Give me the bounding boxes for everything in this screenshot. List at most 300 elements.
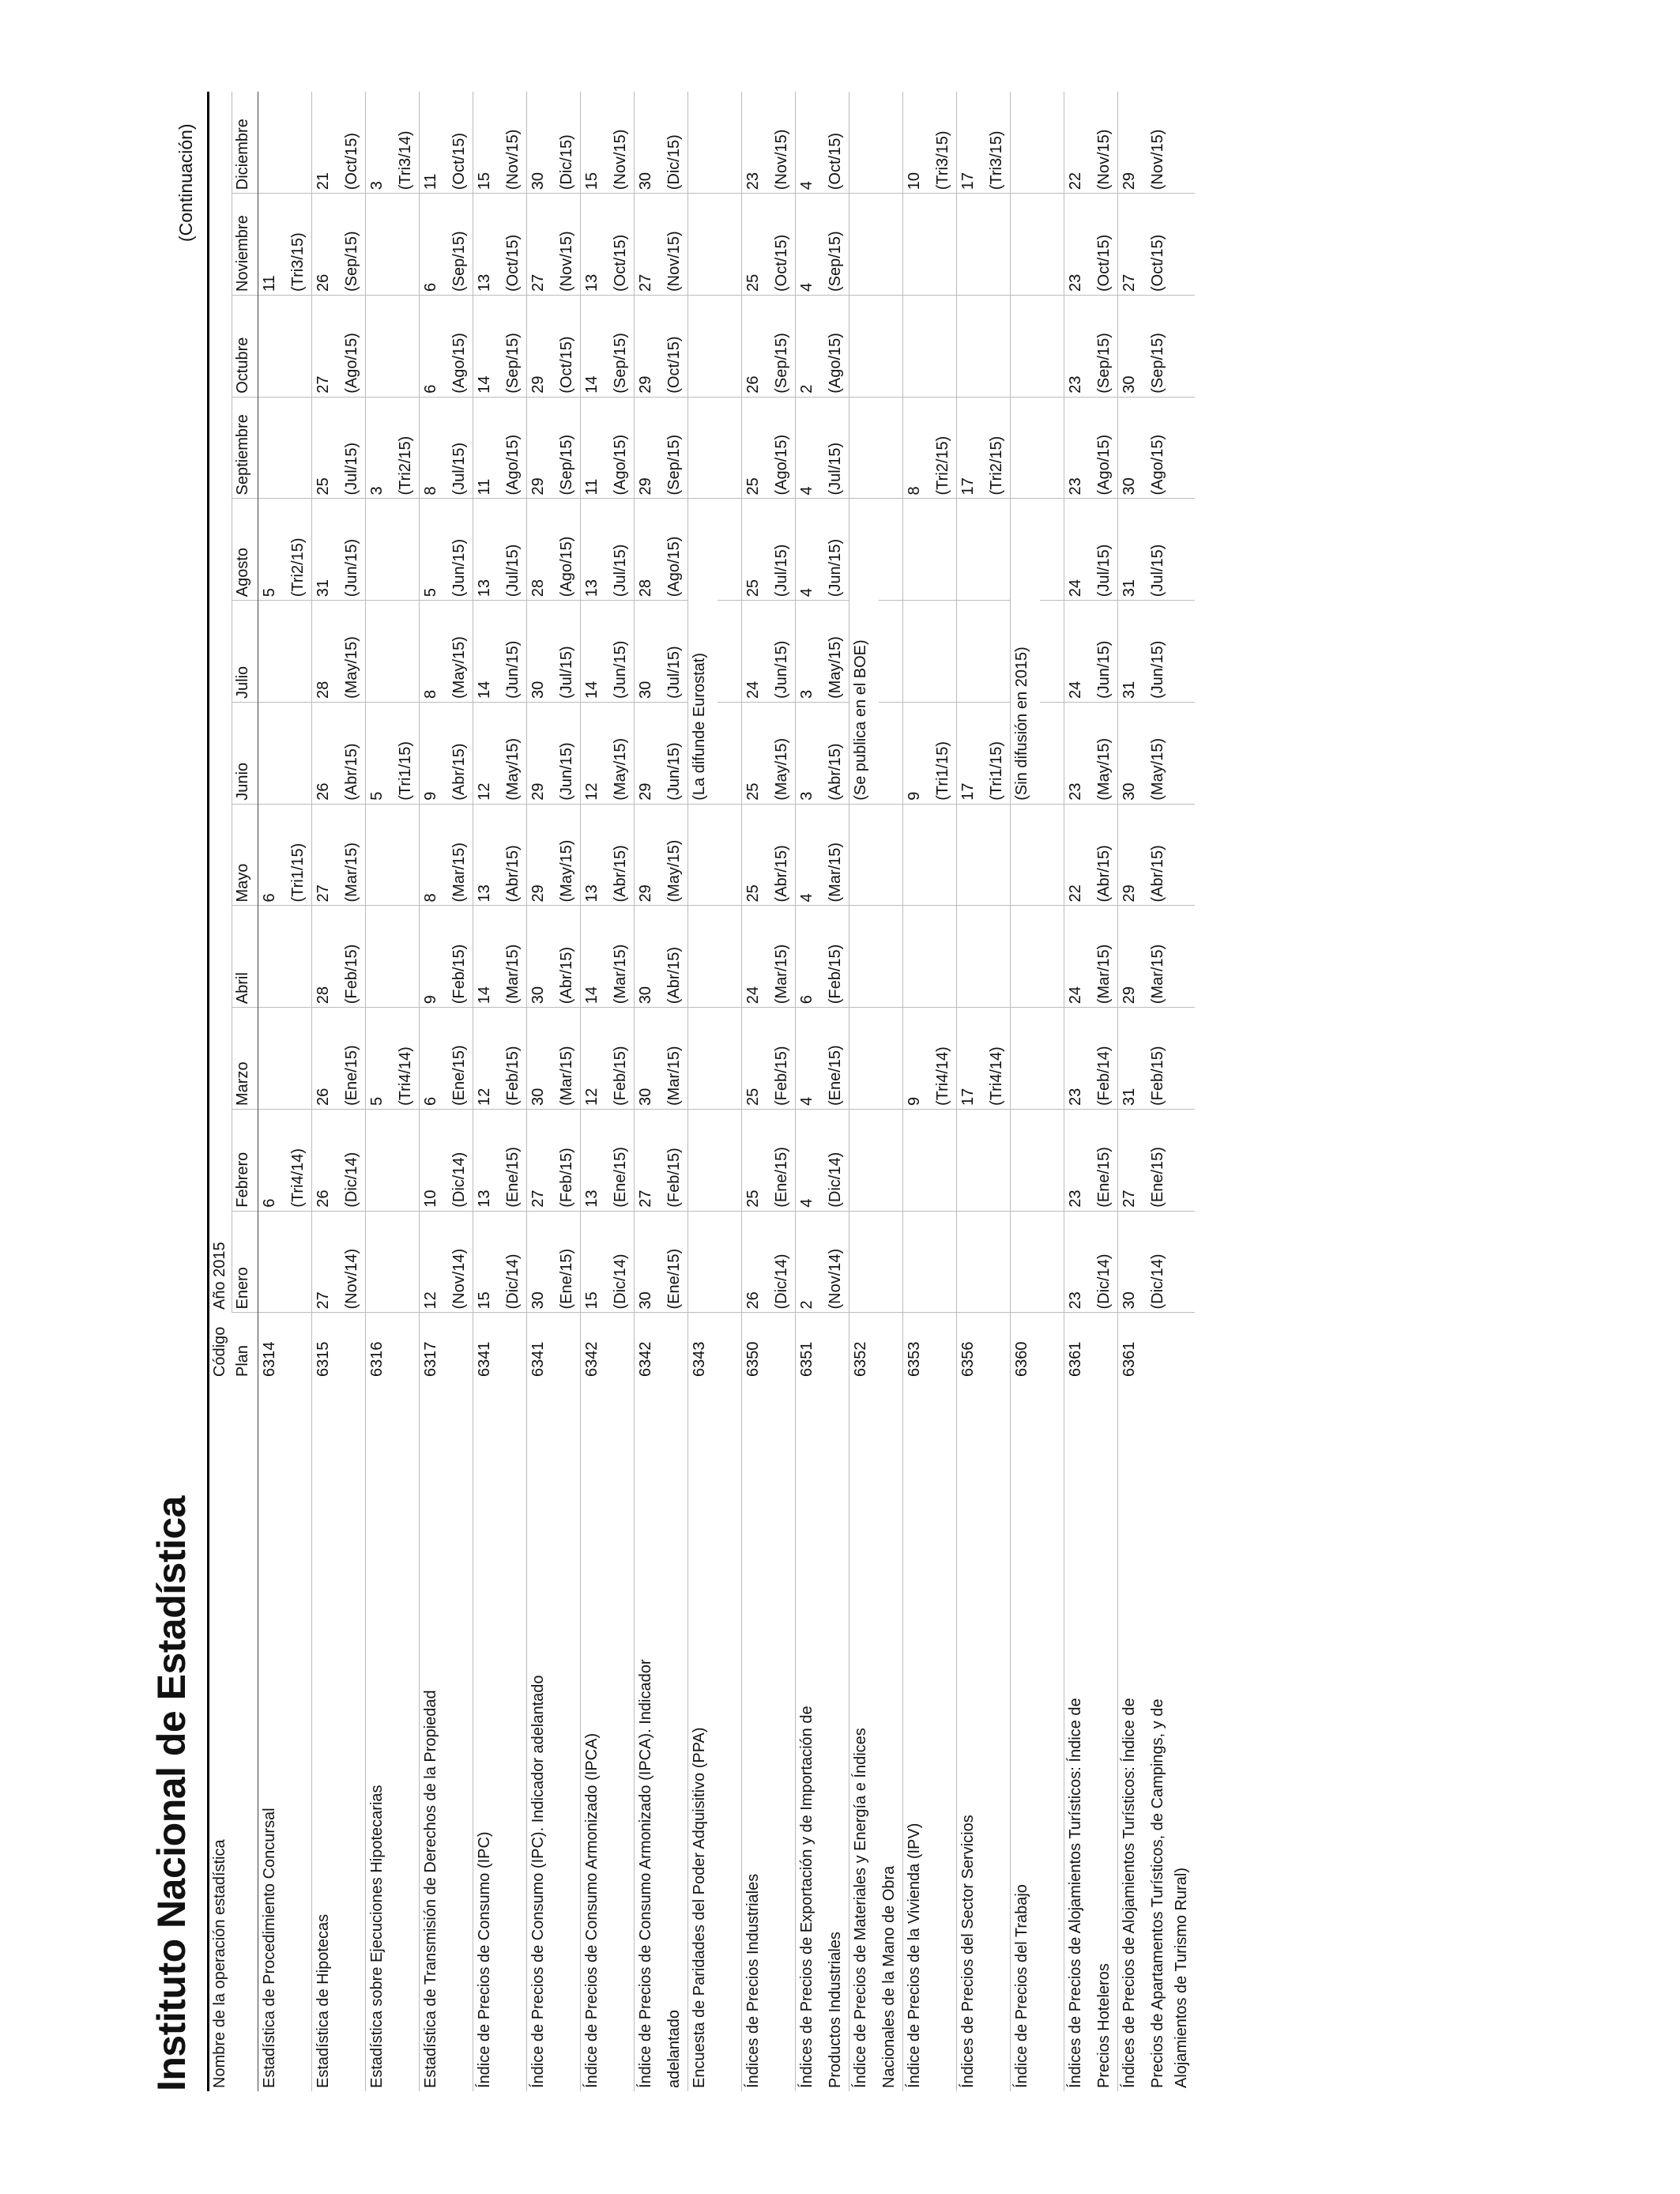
header-month: Septiembre <box>232 397 258 499</box>
reference-period: (Mar/15) <box>449 804 473 906</box>
release-day: 14 <box>581 296 611 398</box>
release-day: 23 <box>1064 397 1094 499</box>
release-day <box>258 1211 288 1313</box>
header-row-top <box>209 92 232 2091</box>
release-day: 30 <box>635 1211 665 1313</box>
release-note: (La difunde Eurostat) <box>688 499 718 804</box>
release-cell <box>879 601 903 703</box>
release-day: 4 <box>796 397 826 499</box>
operation-name: Índice de Precios de Consumo Armonizado (IPCA). Indicador <box>635 1380 665 2091</box>
release-cell <box>1040 601 1064 703</box>
release-day: 25 <box>312 397 342 499</box>
reference-period: (Sep/15) <box>1094 296 1118 398</box>
reference-period: (Dic/15) <box>664 92 688 194</box>
release-day: 29 <box>527 397 557 499</box>
header-month: Abril <box>232 906 258 1008</box>
release-day: 30 <box>1118 397 1148 499</box>
reference-period: (Dic/14) <box>503 1211 527 1313</box>
release-cell <box>718 703 742 805</box>
reference-period <box>288 296 312 398</box>
release-cell <box>688 296 718 398</box>
release-day: 29 <box>635 296 665 398</box>
release-day: 30 <box>527 1008 557 1110</box>
reference-period: (Abr/15) <box>664 906 688 1008</box>
reference-period: (Nov/14) <box>825 1211 849 1313</box>
release-day: 30 <box>1118 703 1148 805</box>
reference-period <box>395 804 420 906</box>
reference-period: (Jun/15) <box>771 601 796 703</box>
release-cell <box>879 92 903 194</box>
table-row-continuation <box>1147 92 1171 2091</box>
operation-name: Índice de Precios de Consumo Armonizado (IPCA) <box>581 1380 611 2091</box>
release-day: 24 <box>1064 906 1094 1008</box>
reference-period <box>932 804 957 906</box>
reference-period: (Ene/15) <box>449 1008 473 1110</box>
release-cell <box>718 804 742 906</box>
reference-period: (Oct/15) <box>1094 194 1118 296</box>
table-row <box>903 92 933 2091</box>
reference-period: (Nov/14) <box>449 1211 473 1313</box>
release-cell <box>718 1110 742 1212</box>
reference-period: (Jul/15) <box>1094 499 1118 601</box>
operation-name: Índices de Precios Industriales <box>742 1380 772 2091</box>
reference-period: (Dic/14) <box>449 1110 473 1212</box>
reference-period <box>288 92 312 194</box>
release-day: 4 <box>796 804 826 906</box>
release-cell <box>849 296 880 398</box>
release-day: 8 <box>903 397 933 499</box>
release-cell <box>1171 92 1195 194</box>
release-cell <box>849 92 880 194</box>
reference-period <box>986 194 1011 296</box>
release-day: 28 <box>312 601 342 703</box>
release-cell <box>1011 296 1041 398</box>
release-day: 12 <box>473 1008 503 1110</box>
reference-period: (Feb/15) <box>610 1008 635 1110</box>
release-day: 3 <box>366 397 396 499</box>
reference-period <box>932 1110 957 1212</box>
release-day: 13 <box>473 194 503 296</box>
reference-period: (Jul/15) <box>449 397 473 499</box>
reference-period: (Abr/15) <box>341 703 366 805</box>
operation-code: 6342 <box>635 1313 665 1380</box>
reference-period: (Ago/15) <box>664 499 688 601</box>
release-day <box>258 703 288 805</box>
release-cell <box>1011 1110 1041 1212</box>
reference-period: (May/15) <box>1147 703 1171 805</box>
operation-name <box>610 1380 635 2091</box>
reference-period: (Oct/15) <box>1147 194 1171 296</box>
release-day: 25 <box>742 703 772 805</box>
release-day: 26 <box>312 703 342 805</box>
operation-name: Índice de Precios del Trabajo <box>1011 1380 1041 2091</box>
release-day: 31 <box>1118 1008 1148 1110</box>
operation-name <box>1040 1380 1064 2091</box>
reference-period: (Oct/15) <box>449 92 473 194</box>
operation-name <box>771 1380 796 2091</box>
reference-period: (Tri2/15) <box>395 397 420 499</box>
release-day <box>366 601 396 703</box>
release-day: 8 <box>420 601 450 703</box>
reference-period: (Abr/15) <box>1094 804 1118 906</box>
reference-period <box>932 906 957 1008</box>
release-day: 2 <box>796 296 826 398</box>
operation-code: 6351 <box>796 1313 826 1380</box>
reference-period: (Jul/15) <box>610 499 635 601</box>
table-row <box>635 92 665 2091</box>
release-day: 26 <box>742 296 772 398</box>
operation-name: Índice de Precios de Materiales y Energía e Índices <box>849 1380 880 2091</box>
reference-period <box>395 1110 420 1212</box>
release-day <box>258 92 288 194</box>
reference-period: (May/15) <box>341 601 366 703</box>
release-day: 25 <box>742 804 772 906</box>
release-day: 15 <box>581 1211 611 1313</box>
reference-period: (Jun/15) <box>449 499 473 601</box>
table-row <box>420 92 450 2091</box>
release-day: 9 <box>420 703 450 805</box>
release-day: 14 <box>473 906 503 1008</box>
table-row <box>688 92 718 2091</box>
reference-period: (Feb/15) <box>664 1110 688 1212</box>
operation-code <box>825 1313 849 1380</box>
operation-code: 6342 <box>581 1313 611 1380</box>
reference-period: (Feb/14) <box>1094 1008 1118 1110</box>
operation-name <box>288 1380 312 2091</box>
operation-code: 6343 <box>688 1313 718 1380</box>
release-day: 25 <box>742 194 772 296</box>
release-day: 11 <box>258 194 288 296</box>
release-day: 24 <box>1064 601 1094 703</box>
header-month: Enero <box>232 1211 258 1313</box>
reference-period: (Nov/15) <box>556 194 581 296</box>
release-day: 26 <box>312 194 342 296</box>
reference-period: (Dic/14) <box>1094 1211 1118 1313</box>
release-day <box>903 906 933 1008</box>
reference-period: (Abr/15) <box>503 804 527 906</box>
release-day: 11 <box>420 92 450 194</box>
release-cell <box>879 1008 903 1110</box>
operation-name <box>395 1380 420 2091</box>
header-row-months <box>232 92 258 2091</box>
release-day: 30 <box>527 1211 557 1313</box>
release-cell <box>879 703 903 805</box>
operation-code: 6315 <box>312 1313 342 1380</box>
release-day: 29 <box>1118 906 1148 1008</box>
release-day: 22 <box>1064 804 1094 906</box>
header-month: Diciembre <box>232 92 258 194</box>
reference-period: (Mar/15) <box>825 804 849 906</box>
operation-code <box>395 1313 420 1380</box>
reference-period: (Abr/15) <box>610 804 635 906</box>
reference-period: (Tri3/15) <box>288 194 312 296</box>
reference-period <box>288 1211 312 1313</box>
reference-period: (May/15) <box>664 804 688 906</box>
release-day: 28 <box>527 499 557 601</box>
release-day <box>903 499 933 601</box>
operation-code <box>1094 1313 1118 1380</box>
release-cell <box>849 1211 880 1313</box>
release-cell <box>879 296 903 398</box>
page-title: Instituto Nacional de Estadística <box>149 1495 194 2091</box>
release-cell <box>688 1110 718 1212</box>
reference-period: (Dic/14) <box>1147 1211 1171 1313</box>
release-cell <box>1171 194 1195 296</box>
operation-name <box>449 1380 473 2091</box>
release-day <box>258 397 288 499</box>
operation-code <box>503 1313 527 1380</box>
release-day <box>258 296 288 398</box>
reference-period <box>395 499 420 601</box>
reference-period: (Sep/15) <box>449 194 473 296</box>
release-cell <box>1171 601 1195 703</box>
release-day: 30 <box>1118 296 1148 398</box>
release-cell <box>688 1008 718 1110</box>
release-cell <box>1171 397 1195 499</box>
release-day <box>258 906 288 1008</box>
operation-code <box>288 1313 312 1380</box>
release-day: 23 <box>1064 1008 1094 1110</box>
release-cell <box>1040 906 1064 1008</box>
reference-period: (Tri1/15) <box>986 703 1011 805</box>
header-code-top: Código <box>209 1313 232 1380</box>
release-day: 24 <box>742 601 772 703</box>
release-cell <box>688 92 718 194</box>
release-day: 4 <box>796 194 826 296</box>
table-row-continuation <box>986 92 1011 2091</box>
operation-code: 6341 <box>527 1313 557 1380</box>
reference-period: (Jul/15) <box>664 601 688 703</box>
release-day: 14 <box>473 601 503 703</box>
release-day: 14 <box>581 601 611 703</box>
release-day <box>258 1008 288 1110</box>
reference-period: (Sep/15) <box>556 397 581 499</box>
operation-name: Índice de Precios de Consumo (IPC) <box>473 1380 503 2091</box>
operation-code <box>610 1313 635 1380</box>
release-cell <box>1040 1110 1064 1212</box>
reference-period: (May/15) <box>503 703 527 805</box>
release-day <box>903 804 933 906</box>
release-day: 27 <box>1118 1110 1148 1212</box>
operation-name: Precios de Apartamentos Turísticos, de Campings, y de <box>1149 1698 1166 2088</box>
operation-code <box>986 1313 1011 1380</box>
release-cell <box>879 906 903 1008</box>
reference-period: (Jun/15) <box>1094 601 1118 703</box>
release-day: 15 <box>473 92 503 194</box>
reference-period: (Ago/15) <box>1094 397 1118 499</box>
reference-period: (Dic/14) <box>341 1110 366 1212</box>
reference-period: (Mar/15) <box>771 906 796 1008</box>
release-day: 29 <box>1118 804 1148 906</box>
release-day: 30 <box>527 92 557 194</box>
release-cell <box>879 194 903 296</box>
reference-period: (Ene/15) <box>610 1110 635 1212</box>
table-row-continuation <box>664 92 688 2091</box>
release-day: 27 <box>312 804 342 906</box>
reference-period: (Ene/15) <box>1147 1110 1171 1212</box>
release-cell <box>849 1008 880 1110</box>
reference-period: (Nov/15) <box>771 92 796 194</box>
reference-period: (Jun/15) <box>825 499 849 601</box>
table-row-continuation <box>1171 92 1195 2091</box>
release-cell <box>1040 499 1064 601</box>
operation-code: 6317 <box>420 1313 450 1380</box>
reference-period: (Jun/15) <box>664 703 688 805</box>
release-day: 8 <box>420 397 450 499</box>
reference-period: (Dic/14) <box>771 1211 796 1313</box>
reference-period: (Tri3/15) <box>932 92 957 194</box>
release-cell <box>718 397 742 499</box>
reference-period: (Ago/15) <box>825 296 849 398</box>
release-day: 6 <box>796 906 826 1008</box>
reference-period: (Mar/15) <box>503 906 527 1008</box>
release-cell <box>1011 906 1041 1008</box>
release-day: 12 <box>473 703 503 805</box>
operation-code <box>771 1313 796 1380</box>
release-day: 25 <box>742 1110 772 1212</box>
operation-name: Índice de Precios de Consumo (IPC). Indicador adelantado <box>527 1380 557 2091</box>
operation-code <box>718 1313 742 1380</box>
operation-name: adelantado <box>665 2010 683 2088</box>
reference-period: (Ago/15) <box>449 296 473 398</box>
release-day: 6 <box>420 1008 450 1110</box>
table-row <box>473 92 503 2091</box>
reference-period: (Tri1/15) <box>395 703 420 805</box>
release-cell <box>1040 703 1064 805</box>
reference-period <box>986 1110 1011 1212</box>
release-cell <box>1011 1008 1041 1110</box>
release-cell <box>718 92 742 194</box>
header-month: Junio <box>232 703 258 805</box>
release-day: 13 <box>473 499 503 601</box>
operation-name: Alojamientos de Turismo Rural) <box>1173 1868 1190 2088</box>
reference-period: (Tri3/14) <box>395 92 420 194</box>
release-day <box>903 194 933 296</box>
release-day <box>957 194 987 296</box>
release-day: 23 <box>1064 1110 1094 1212</box>
release-cell <box>688 804 718 906</box>
operation-name: Índice de Precios de la Vivienda (IPV) <box>903 1380 933 2091</box>
reference-period: (Sep/15) <box>825 194 849 296</box>
operation-name: Índices de Precios de Alojamientos Turísticos: Índice de <box>1118 1380 1148 2091</box>
table-row-continuation <box>879 92 903 2091</box>
release-day: 13 <box>581 499 611 601</box>
release-cell <box>1040 1211 1064 1313</box>
reference-period: (Ago/15) <box>503 397 527 499</box>
reference-period: (Dic/14) <box>610 1211 635 1313</box>
operation-name: Estadística de Hipotecas <box>312 1380 342 2091</box>
reference-period: (Tri4/14) <box>395 1008 420 1110</box>
header-month: Mayo <box>232 804 258 906</box>
release-day: 23 <box>1064 194 1094 296</box>
reference-period: (Oct/15) <box>825 92 849 194</box>
table-row-continuation <box>932 92 957 2091</box>
reference-period: (Jul/15) <box>771 499 796 601</box>
reference-period: (Tri2/15) <box>986 397 1011 499</box>
reference-period: (Ene/15) <box>341 1008 366 1110</box>
reference-period: (May/15) <box>556 804 581 906</box>
operation-code <box>879 1313 903 1380</box>
reference-period: (Tri1/15) <box>932 703 957 805</box>
operation-name: Índices de Precios del Sector Servicios <box>957 1380 987 2091</box>
release-day <box>957 1110 987 1212</box>
release-day: 13 <box>581 194 611 296</box>
operation-name <box>932 1380 957 2091</box>
operation-code: 6341 <box>473 1313 503 1380</box>
reference-period <box>288 906 312 1008</box>
release-day: 27 <box>312 296 342 398</box>
operation-name: Índices de Precios de Exportación y de Importación de <box>796 1380 826 2091</box>
reference-period: (Ago/15) <box>341 296 366 398</box>
table-row-continuation <box>341 92 366 2091</box>
release-day <box>957 906 987 1008</box>
release-day: 9 <box>903 1008 933 1110</box>
release-day: 4 <box>796 499 826 601</box>
release-day: 14 <box>581 906 611 1008</box>
release-cell <box>1171 296 1195 398</box>
reference-period: (Oct/15) <box>341 92 366 194</box>
reference-period: (Abr/15) <box>1147 804 1171 906</box>
reference-period: (Jul/15) <box>825 397 849 499</box>
release-day: 30 <box>635 1008 665 1110</box>
release-day <box>903 296 933 398</box>
reference-period: (Oct/15) <box>664 296 688 398</box>
release-day: 31 <box>1118 499 1148 601</box>
release-cell <box>718 1211 742 1313</box>
reference-period: (Dic/15) <box>556 92 581 194</box>
release-cell <box>1171 804 1195 906</box>
release-day: 23 <box>1064 1211 1094 1313</box>
release-day: 29 <box>635 703 665 805</box>
reference-period <box>986 804 1011 906</box>
reference-period <box>932 194 957 296</box>
reference-period: (Ago/15) <box>1147 397 1171 499</box>
operation-name: Nacionales de la Mano de Obra <box>880 1865 898 2088</box>
release-note: (Sin difusión en 2015) <box>1011 499 1041 804</box>
release-cell <box>1011 194 1041 296</box>
reference-period <box>395 906 420 1008</box>
header-month: Noviembre <box>232 194 258 296</box>
reference-period: (Feb/15) <box>341 906 366 1008</box>
reference-period: (Tri4/14) <box>932 1008 957 1110</box>
release-day: 30 <box>635 601 665 703</box>
reference-period: (Tri3/15) <box>986 92 1011 194</box>
table-row-continuation <box>1094 92 1118 2091</box>
header-code-bottom: Plan <box>232 1313 258 1380</box>
reference-period: (Jul/15) <box>1147 499 1171 601</box>
reference-period <box>288 397 312 499</box>
reference-period: (Ago/15) <box>771 397 796 499</box>
reference-period <box>288 1008 312 1110</box>
table-row-continuation <box>288 92 312 2091</box>
release-day <box>957 499 987 601</box>
release-day: 6 <box>258 804 288 906</box>
reference-period: (Mar/15) <box>556 1008 581 1110</box>
release-cell <box>879 804 903 906</box>
reference-period: (Jul/15) <box>556 601 581 703</box>
operation-name <box>718 1380 742 2091</box>
release-day: 2 <box>796 1211 826 1313</box>
release-day <box>366 906 396 1008</box>
header-name: Nombre de la operación estadística <box>209 1380 232 2091</box>
table-row <box>258 92 288 2091</box>
reference-period: (Ene/15) <box>503 1110 527 1212</box>
reference-period: (Mar/15) <box>610 906 635 1008</box>
operation-code <box>1147 1313 1171 1380</box>
release-cell <box>879 1211 903 1313</box>
operation-name: Productos Industriales <box>827 1932 844 2088</box>
release-day <box>903 1110 933 1212</box>
